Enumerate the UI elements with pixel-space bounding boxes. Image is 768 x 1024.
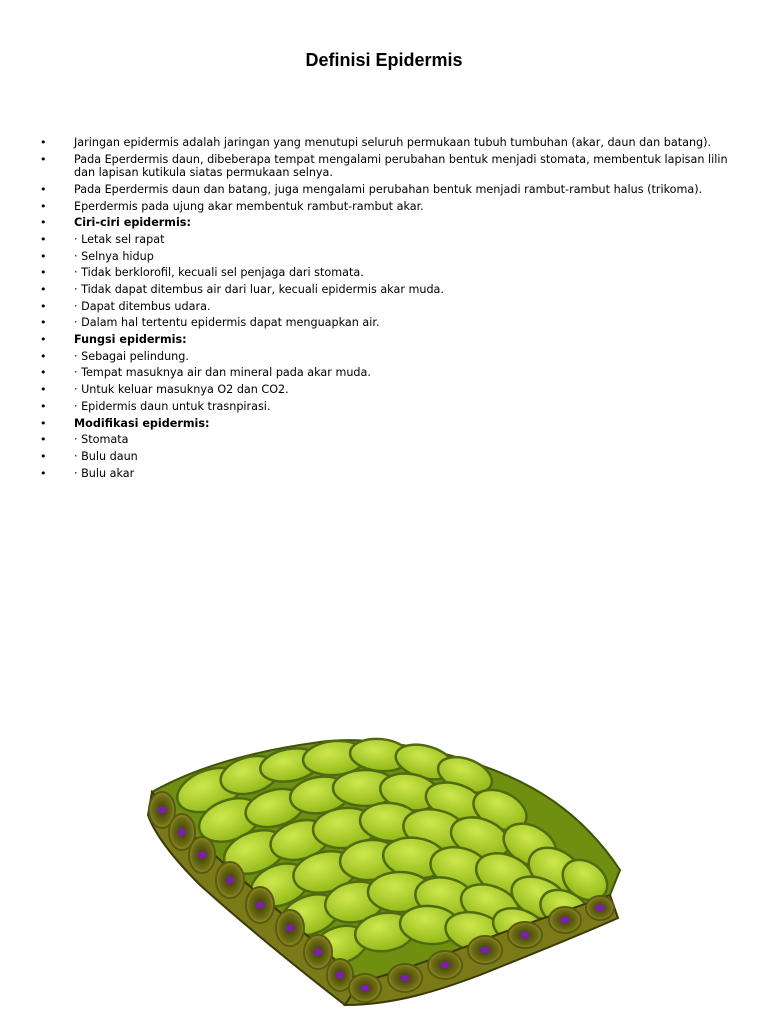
bullet-text: · Tempat masuknya air dan mineral pada akar muda. — [74, 366, 371, 380]
bullet-item — [40, 216, 740, 230]
bullet-dot: • — [40, 182, 47, 196]
cell-cross-section — [349, 974, 381, 1002]
bullet-dot: • — [40, 416, 47, 430]
cell-cross-section — [508, 922, 542, 948]
bullet-dot: • — [40, 349, 47, 363]
bullet-item — [40, 233, 740, 247]
cell-cross-section — [586, 896, 614, 920]
bullet-item — [40, 200, 740, 214]
bullet-item — [40, 183, 740, 197]
bullet-item — [40, 250, 740, 264]
bullet-dot: • — [40, 299, 47, 313]
nucleus — [178, 829, 187, 836]
cell-cross-section — [468, 936, 502, 964]
page-title: Definisi Epidermis — [305, 50, 463, 70]
bullet-item — [40, 383, 740, 397]
bullet-text: Eperdermis pada ujung akar membentuk rambut-rambut akar. — [74, 199, 424, 213]
bullet-dot: • — [40, 283, 47, 296]
bullet-dot: • — [40, 152, 47, 166]
bullet-dot: • — [40, 333, 47, 347]
cell-cross-section — [246, 887, 274, 923]
bullet-item — [40, 300, 740, 314]
nucleus — [286, 925, 295, 932]
bullet-text: Fungsi epidermis: — [74, 333, 187, 347]
bullet-text: Jaringan epidermis adalah jaringan yang menutupi seluruh permukaan tubuh tumbuhan (akar, daun dan batang). — [74, 136, 712, 149]
bullet-text: · Bulu akar — [74, 466, 135, 480]
nucleus — [561, 917, 570, 924]
bullet-item — [40, 366, 740, 380]
nucleus — [441, 962, 450, 969]
nucleus — [158, 807, 167, 814]
bullet-item — [40, 450, 740, 464]
bullet-text: Modifikasi epidermis: — [74, 416, 210, 430]
bullet-text: Pada Eperdermis daun dan batang, juga mengalami perubahan bentuk menjadi rambut-rambut halus (trikoma). — [74, 182, 703, 196]
bullet-text: · Dapat ditembus udara. — [74, 299, 211, 313]
bullet-dot: • — [40, 366, 47, 380]
bullet-text: · Tidak dapat ditembus air dari luar, kecuali epidermis akar muda. — [74, 283, 444, 296]
bullet-dot: • — [40, 266, 47, 280]
cell-cross-section — [428, 951, 462, 979]
bullet-text: · Selnya hidup — [74, 249, 154, 263]
bullet-item — [40, 153, 740, 180]
cell-cross-section — [549, 907, 581, 933]
bullet-dot: • — [40, 216, 47, 230]
nucleus — [336, 972, 345, 979]
bullet-item — [40, 283, 740, 297]
nucleus — [596, 905, 605, 912]
nucleus — [521, 932, 530, 939]
cell-cross-section — [304, 935, 332, 969]
bullet-dot: • — [40, 399, 47, 413]
cell-cross-section — [276, 910, 304, 946]
bullet-text: · Bulu daun — [74, 449, 138, 463]
bullet-list — [40, 136, 740, 483]
bullet-item — [40, 266, 740, 280]
bullet-dot: • — [40, 199, 47, 213]
bullet-dot: • — [40, 316, 47, 330]
bullet-text: · Stomata — [74, 433, 129, 447]
bullet-item — [40, 136, 740, 150]
nucleus — [361, 985, 370, 992]
nucleus — [226, 877, 235, 884]
bullet-text: · Tidak berklorofil, kecuali sel penjaga dari stomata. — [74, 266, 364, 280]
bullet-item — [40, 467, 740, 481]
bullet-text: · Untuk keluar masuknya O2 dan CO2. — [74, 383, 289, 397]
bullet-dot: • — [40, 466, 47, 480]
bullet-text: · Letak sel rapat — [74, 232, 165, 246]
cell-cross-section — [216, 862, 244, 898]
bullet-text: Pada Eperdermis daun, dibeberapa tempat mengalami perubahan bentuk menjadi stomata, membentuk lapisan lilin dan lapisan kutikula siatas permukaan selnya. — [74, 152, 728, 180]
bullet-item — [40, 400, 740, 414]
bullet-item — [40, 350, 740, 364]
cell-cross-section — [189, 837, 215, 873]
nucleus — [198, 852, 207, 859]
bullet-text: · Sebagai pelindung. — [74, 349, 189, 363]
bullet-item — [40, 433, 740, 447]
bullet-dot: • — [40, 249, 47, 263]
bullet-dot: • — [40, 449, 47, 463]
bullet-dot: • — [40, 232, 47, 246]
bullet-dot: • — [40, 383, 47, 397]
bullet-item — [40, 417, 740, 431]
nucleus — [481, 947, 490, 954]
nucleus — [256, 902, 265, 909]
bullet-dot: • — [40, 136, 47, 149]
nucleus — [401, 975, 410, 982]
nucleus — [314, 949, 323, 956]
bullet-text: · Epidermis daun untuk trasnpirasi. — [74, 399, 271, 413]
bullet-item — [40, 316, 740, 330]
bullet-text: Ciri-ciri epidermis: — [74, 216, 191, 230]
bullet-item — [40, 333, 740, 347]
bullet-text: · Dalam hal tertentu epidermis dapat menguapkan air. — [74, 316, 380, 330]
bullet-dot: • — [40, 433, 47, 447]
cell-cross-section — [388, 964, 422, 992]
epidermis-illustration — [140, 720, 630, 1020]
